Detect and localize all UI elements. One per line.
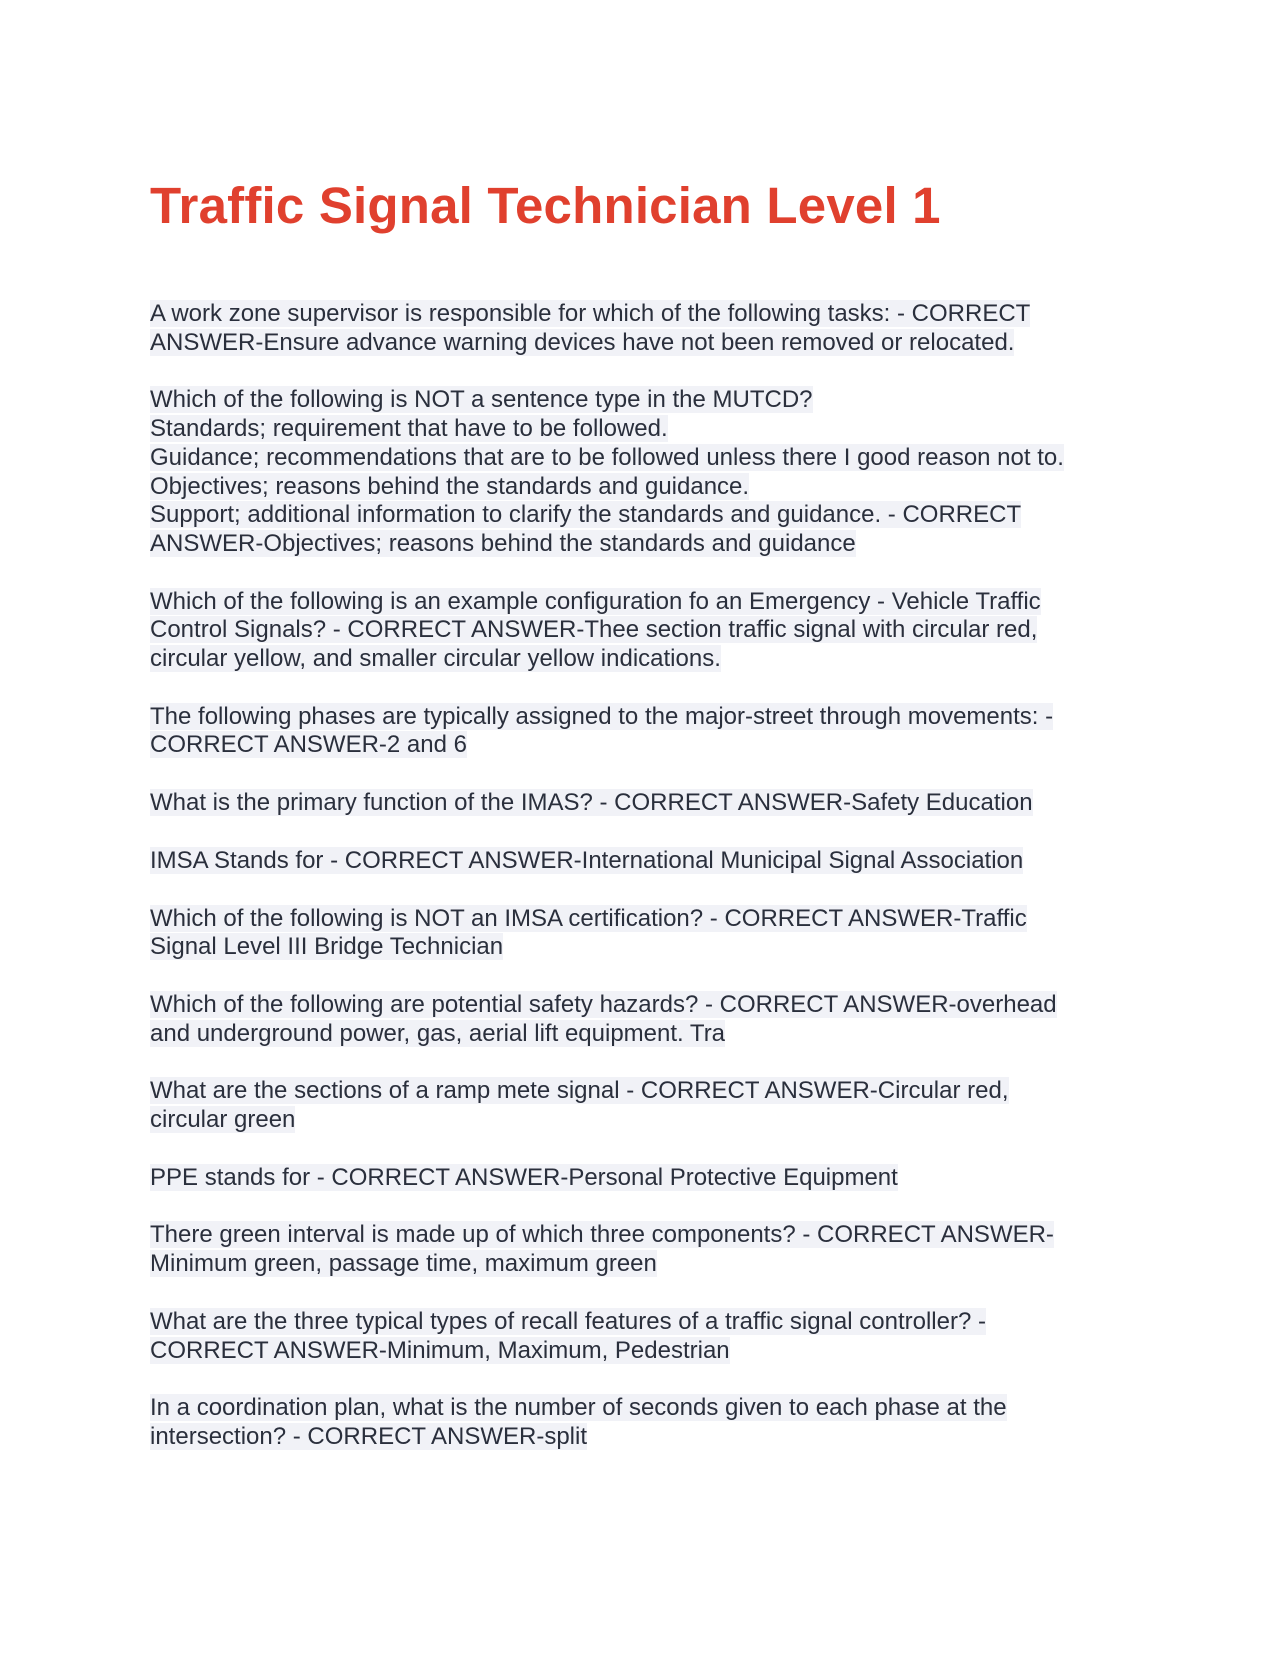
text-line bbox=[150, 1221, 1110, 1250]
text-line bbox=[150, 386, 1110, 415]
text-line bbox=[150, 588, 1110, 617]
text-line-content: circular green bbox=[150, 1106, 296, 1134]
text-line bbox=[150, 473, 1110, 502]
question-answer-item bbox=[150, 703, 1110, 760]
text-line-content: Control Signals? - CORRECT ANSWER-Thee section traffic signal with circular red, bbox=[150, 616, 1038, 644]
text-line bbox=[150, 1020, 1110, 1049]
text-line-content: and underground power, gas, aerial lift equipment. Tra bbox=[150, 1019, 726, 1047]
text-line-content: There green interval is made up of which three components? - CORRECT ANSWER- bbox=[150, 1221, 1054, 1249]
text-line bbox=[150, 415, 1110, 444]
text-line bbox=[150, 731, 1110, 760]
text-line bbox=[150, 1164, 1110, 1193]
text-line-content: Which of the following is NOT a sentence type in the MUTCD? bbox=[150, 386, 813, 414]
question-answer-item bbox=[150, 905, 1110, 962]
text-line-content: circular yellow, and smaller circular yellow indications. bbox=[150, 645, 721, 673]
text-line-content: intersection? - CORRECT ANSWER-split bbox=[150, 1422, 587, 1450]
text-line-content: What are the sections of a ramp mete signal - CORRECT ANSWER-Circular red, bbox=[150, 1077, 1009, 1105]
text-line bbox=[150, 1394, 1110, 1423]
question-answer-item bbox=[150, 789, 1110, 818]
question-answer-item bbox=[150, 847, 1110, 876]
question-answer-item bbox=[150, 300, 1110, 357]
text-line bbox=[150, 1337, 1110, 1366]
text-line bbox=[150, 703, 1110, 732]
text-line bbox=[150, 444, 1110, 473]
text-line-content: PPE stands for - CORRECT ANSWER-Personal Protective Equipment bbox=[150, 1163, 898, 1191]
text-line bbox=[150, 905, 1110, 934]
text-line-content: A work zone supervisor is responsible for which of the following tasks: - CORRECT bbox=[150, 300, 1031, 327]
text-line bbox=[150, 789, 1110, 818]
text-line bbox=[150, 645, 1110, 674]
text-line-content: Standards; requirement that have to be followed. bbox=[150, 415, 668, 443]
text-line-content: What are the three typical types of recall features of a traffic signal controller? - bbox=[150, 1307, 986, 1335]
question-answer-item bbox=[150, 588, 1110, 674]
text-line bbox=[150, 1106, 1110, 1135]
text-line-content: Which of the following are potential safety hazards? - CORRECT ANSWER-overhead bbox=[150, 990, 1057, 1018]
text-line-content: In a coordination plan, what is the number of seconds given to each phase at the bbox=[150, 1394, 1007, 1422]
document-page bbox=[150, 170, 1110, 1481]
text-line bbox=[150, 616, 1110, 645]
question-answer-item bbox=[150, 1164, 1110, 1193]
text-line-content: CORRECT ANSWER-2 and 6 bbox=[150, 731, 467, 759]
text-line-content: Support; additional information to clarify the standards and guidance. - CORRECT bbox=[150, 501, 1022, 529]
text-line bbox=[150, 1250, 1110, 1279]
question-answer-item bbox=[150, 1394, 1110, 1451]
text-line-content: Objectives; reasons behind the standards and guidance. bbox=[150, 472, 750, 500]
text-line-content: What is the primary function of the IMAS? - CORRECT ANSWER-Safety Education bbox=[150, 789, 1033, 817]
question-answer-list bbox=[150, 300, 1110, 1452]
document-title: Traffic Signal Technician Level 1 bbox=[150, 177, 941, 234]
text-line bbox=[150, 933, 1110, 962]
text-line-content: IMSA Stands for - CORRECT ANSWER-International Municipal Signal Association bbox=[150, 846, 1024, 874]
text-line bbox=[150, 1077, 1110, 1106]
question-answer-item bbox=[150, 386, 1110, 558]
text-line-content: ANSWER-Ensure advance warning devices have not been removed or relocated. bbox=[150, 328, 1015, 356]
question-answer-item bbox=[150, 1308, 1110, 1365]
text-line bbox=[150, 991, 1110, 1020]
text-line-content: CORRECT ANSWER-Minimum, Maximum, Pedestrian bbox=[150, 1336, 730, 1364]
text-line-content: Signal Level III Bridge Technician bbox=[150, 933, 504, 961]
text-line-content: ANSWER-Objectives; reasons behind the standards and guidance bbox=[150, 529, 856, 557]
text-line bbox=[150, 501, 1110, 530]
text-line bbox=[150, 1308, 1110, 1337]
text-line-content: Which of the following is NOT an IMSA certification? - CORRECT ANSWER-Traffic bbox=[150, 904, 1027, 932]
text-line-content: The following phases are typically assigned to the major-street through movements: - bbox=[150, 702, 1054, 730]
question-answer-item bbox=[150, 1077, 1110, 1134]
text-line bbox=[150, 1423, 1110, 1452]
question-answer-item bbox=[150, 991, 1110, 1048]
text-line bbox=[150, 329, 1110, 358]
text-line bbox=[150, 847, 1110, 876]
question-answer-item bbox=[150, 1221, 1110, 1278]
text-line-content: Which of the following is an example configuration fo an Emergency - Vehicle Traffic bbox=[150, 587, 1041, 615]
text-line bbox=[150, 530, 1110, 559]
text-line-content: Minimum green, passage time, maximum green bbox=[150, 1250, 657, 1278]
text-line bbox=[150, 300, 1110, 329]
text-line-content: Guidance; recommendations that are to be followed unless there I good reason not to. bbox=[150, 443, 1064, 471]
